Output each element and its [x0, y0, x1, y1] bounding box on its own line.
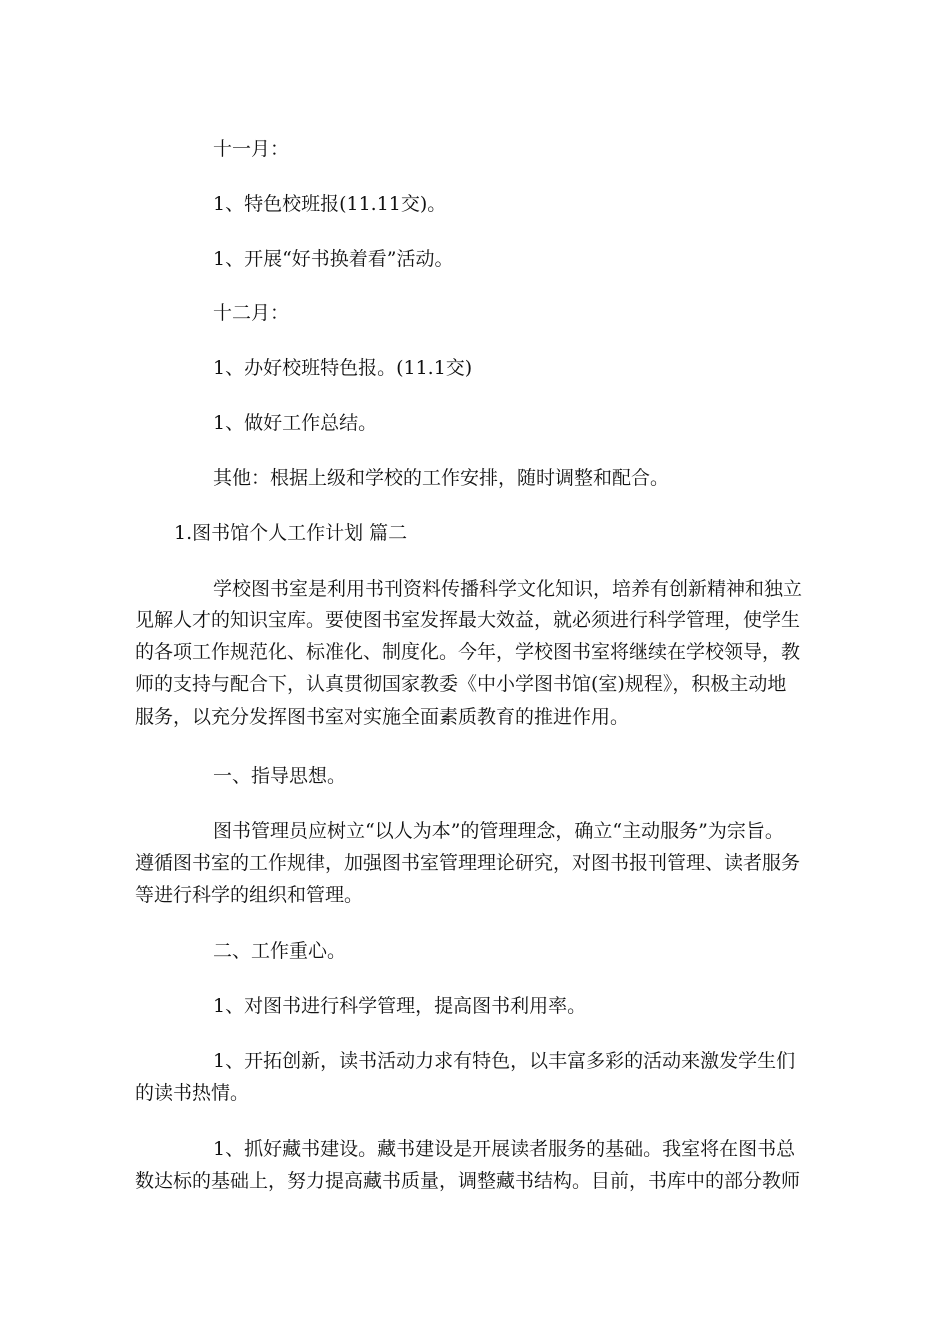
- guiding-line-3: 等进行科学的组织和管理。: [135, 884, 364, 906]
- intro-line-1: 学校图书室是利用书刊资料传播科学文化知识，培养有创新精神和独立: [213, 578, 803, 600]
- focus-item-2-line-2: 的读书热情。: [135, 1082, 250, 1104]
- november-item-1: 1、特色校班报(11.11交)。: [213, 193, 447, 215]
- focus-item-1: 1、对图书进行科学管理，提高图书利用率。: [213, 995, 587, 1017]
- guiding-line-1: 图书管理员应树立“以人为本”的管理理念，确立“主动服务”为宗旨。: [213, 820, 784, 842]
- focus-item-3-line-1: 1、抓好藏书建设。藏书建设是开展读者服务的基础。我室将在图书总: [213, 1138, 796, 1160]
- intro-line-4: 师的支持与配合下，认真贯彻国家教委《中小学图书馆(室)规程》，积极主动地: [135, 673, 787, 695]
- december-heading: 十二月：: [213, 302, 290, 324]
- december-item-1: 1、办好校班特色报。(11.1交): [213, 357, 473, 379]
- section-title: 1.图书馆个人工作计划 篇二: [174, 522, 408, 544]
- focus-heading: 二、工作重心。: [213, 940, 347, 962]
- intro-line-3: 的各项工作规范化、标准化、制度化。今年，学校图书室将继续在学校领导，教: [135, 641, 801, 663]
- intro-line-2: 见解人才的知识宝库。要使图书室发挥最大效益，就必须进行科学管理，使学生: [135, 609, 801, 631]
- guiding-line-2: 遵循图书室的工作规律，加强图书室管理理论研究，对图书报刊管理、读者服务: [135, 852, 801, 874]
- november-heading: 十一月：: [213, 138, 290, 160]
- december-item-2: 1、做好工作总结。: [213, 412, 378, 434]
- guiding-heading: 一、指导思想。: [213, 765, 347, 787]
- intro-line-5: 服务，以充分发挥图书室对实施全面素质教育的推进作用。: [135, 706, 630, 728]
- focus-item-2-line-1: 1、开拓创新，读书活动力求有特色，以丰富多彩的活动来激发学生们: [213, 1050, 796, 1072]
- november-item-2: 1、开展“好书换着看”活动。: [213, 248, 454, 270]
- focus-item-3-line-2: 数达标的基础上，努力提高藏书质量，调整藏书结构。目前，书库中的部分教师: [135, 1170, 801, 1192]
- other-note: 其他：根据上级和学校的工作安排，随时调整和配合。: [213, 467, 670, 489]
